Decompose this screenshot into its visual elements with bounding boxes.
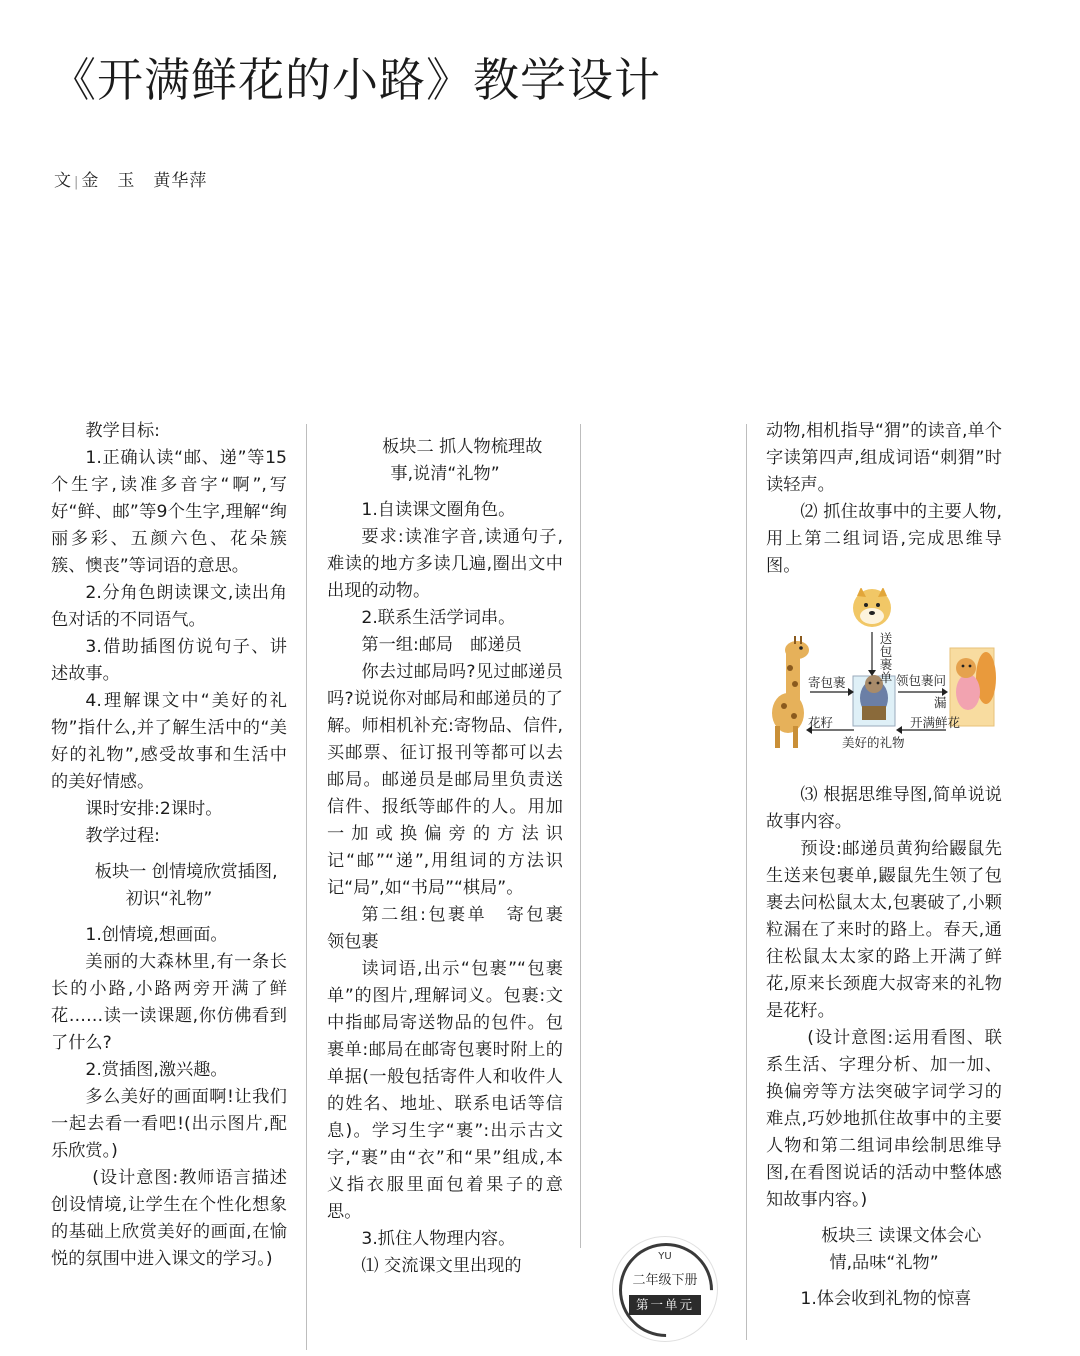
- byline-prefix: 文: [54, 171, 71, 191]
- badge-ring: [600, 1224, 733, 1356]
- step-p3: 3.抓住人物理内容。: [361, 1229, 516, 1249]
- badge-grade: 二年级下册: [632, 1273, 698, 1288]
- byline-authors: 金 玉 黄华萍: [81, 171, 208, 191]
- col3-continuation: 动物,相机指导“猬”的读音,单个字读第四声,组成词语“刺猬”时读轻声。: [766, 421, 1002, 495]
- mind-map-leak-label: 漏: [934, 695, 947, 710]
- design-intent-1: (设计意图:教师语言描述创设情境,让学生在个性化想象的基础上欣赏美好的画面,在愉悦的氛围中进入课文的学习。): [51, 1168, 287, 1269]
- step-1: 1.创情境,想画面。: [85, 925, 228, 945]
- mind-map-send-label: 寄包裹: [808, 675, 846, 690]
- badge-yu: YU: [658, 1251, 672, 1262]
- step-p1: 1.自读课文圈角色。: [361, 500, 516, 520]
- goal-3: 3.借助插图仿说句子、讲述故事。: [51, 637, 287, 684]
- block3-step-1: 1.体会收到礼物的惊喜: [800, 1289, 972, 1309]
- design-intent-2: (设计意图:运用看图、联系生活、字理分析、加一加、换偏旁等方法突破字词学习的难点,巧妙地抓住故事中的主要人物和第二组词串绘制思维导图,在看图说话的活动中整体感知故事内容。): [766, 1028, 1002, 1210]
- byline-separator: |: [74, 175, 79, 190]
- page-title: 《开满鲜花的小路》教学设计: [50, 53, 661, 107]
- goal-4: 4.理解课文中“美好的礼物”指什么,并了解生活中的“美好的礼物”,感受故事和生活中的美好情感。: [51, 691, 287, 792]
- column-divider-2: [580, 424, 581, 1248]
- mind-map-ask-label: 领包裹问: [896, 673, 947, 688]
- mind-map-send-parcel: 送包裹单: [879, 631, 893, 685]
- goals-heading: 教学目标:: [85, 421, 160, 441]
- block3-title: 板块三 读课文体会心情,品味“礼物”: [821, 1226, 982, 1273]
- column-divider-1: [306, 424, 307, 1350]
- block1-title: 板块一 创情境欣赏插图,初识“礼物”: [94, 862, 278, 909]
- schedule: 课时安排:2课时。: [85, 799, 223, 819]
- group-1: 第一组:邮局 邮递员: [361, 635, 522, 655]
- question-2: ⑵ 抓住故事中的主要人物,用上第二组词语,完成思维导图。: [766, 502, 1002, 576]
- giraffe-figure: [772, 636, 809, 748]
- question-3: ⑶ 根据思维导图,简单说说故事内容。: [766, 785, 1002, 832]
- badge-unit: 第一单元: [629, 1295, 701, 1315]
- mind-map-seeds-label: 花籽: [808, 715, 834, 730]
- group-1-text: 你去过邮局吗?见过邮递员吗?说说你对邮局和邮递员的了解。师相机补充:寄物品、信件,买邮票、征订报刊等都可以去邮局。邮递员是邮局里负责送信件、报纸等邮件的人。用加一加或换偏旁的方法识记“邮”“递”,用组词的方法识记“局”,如“书局”“棋局”。: [327, 662, 563, 898]
- column-divider-3: [746, 424, 747, 1340]
- preset-answer: 预设:邮递员黄狗给鼹鼠先生送来包裹单,鼹鼠先生领了包裹去问松鼠太太,包裹破了,小颗粒漏在了来时的路上。春天,通往松鼠太太家的路上开满了鲜花,原来长颈鹿大叔寄来的礼物是花籽。: [766, 839, 1002, 1021]
- unit-badge: [612, 1236, 718, 1342]
- mind-map-flowers-label: 开满鲜花: [910, 715, 961, 730]
- column-1: [51, 418, 287, 1273]
- step-1-text: 美丽的大森林里,有一条长长的小路,小路两旁开满了鲜花……读一读课题,你仿佛看到了什么?: [51, 952, 287, 1053]
- step-p1-req: 要求:读准字音,读通句子,难读的地方多读几遍,圈出文中出现的动物。: [327, 527, 563, 601]
- goal-2: 2.分角色朗读课文,读出角色对话的不同语气。: [51, 583, 287, 630]
- step-p3-1: ⑴ 交流课文里出现的: [361, 1256, 522, 1276]
- mind-map-gift-label: 美好的礼物: [842, 735, 905, 750]
- block2-title: 板块二 抓人物梳理故事,说清“礼物”: [382, 437, 543, 484]
- mind-map: [766, 588, 1002, 768]
- group-2: 第二组:包裹单 寄包裹 领包裹: [327, 905, 581, 952]
- goal-1: 1.正确认读“邮、递”等15个生字,读准多音字“啊”,写好“鲜、邮”等9个生字,理解“绚丽多彩、五颜六色、花朵簇簇、懊丧”等词语的意思。: [51, 448, 287, 576]
- column-3: [766, 418, 1002, 1313]
- process-heading: 教学过程:: [85, 826, 160, 846]
- group-2-text: 读词语,出示“包裹”“包裹单”的图片,理解词义。包裹:文中指邮局寄送物品的包件。包裹单:邮局在邮寄包裹时附上的单据(一般包括寄件人和收件人的姓名、地址、联系电话等信息)。学习生字“裹”:出示古文字,“裹”由“衣”和“果”组成,本义指衣服里面包着果子的意思。: [327, 959, 563, 1222]
- step-p2: 2.联系生活学词串。: [361, 608, 516, 628]
- dog-figure: [853, 588, 891, 627]
- byline: [54, 166, 207, 191]
- step-2-text: 多么美好的画面啊!让我们一起去看一看吧!(出示图片,配乐欣赏。): [51, 1087, 287, 1161]
- step-2: 2.赏插图,激兴趣。: [85, 1060, 228, 1080]
- column-2: [327, 434, 581, 1280]
